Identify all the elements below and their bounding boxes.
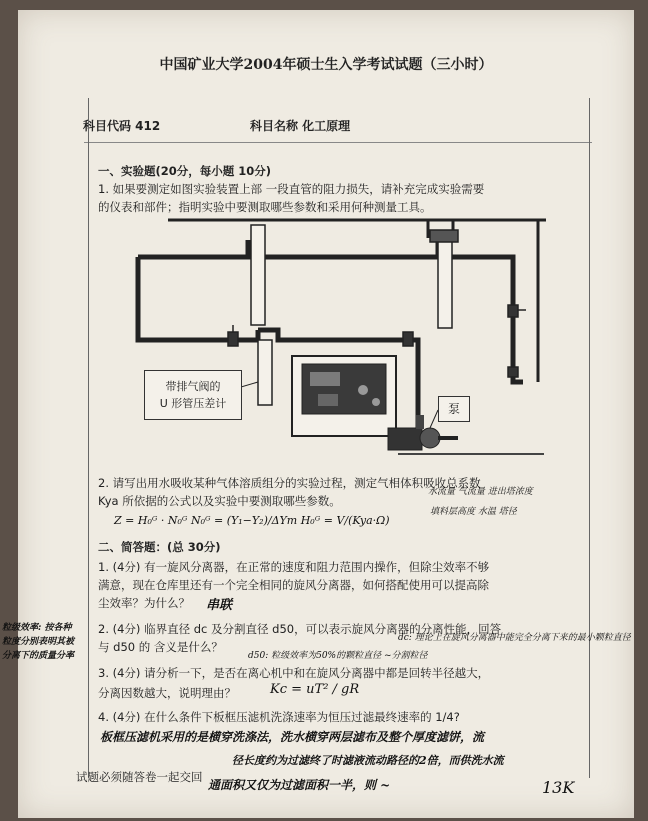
s2-q2-line1: 2. (4分) 临界直径 dc 及分割直径 d50，可以表示旋风分离器的分离性能，回答 [98,622,502,636]
title-university: 中国矿业大学 [159,57,244,73]
s2-q4-line1: 4. (4分) 在什么条件下板框压滤机洗涤速率为恒压过滤最终速率的 1/4? [98,710,460,724]
s2-q3-line2: 分离因数越大，说明理由？ [98,686,236,700]
s2-q1-line2: 满意，现在仓库里还有一个完全相同的旋风分离器，如何搭配使用可以提高除 [98,578,489,592]
s2-q1-line1: 1. (4分) 有一旋风分离器，在正常的速度和阻力范围内操作，但除尘效率不够 [98,560,490,574]
handwritten-dc-definition: dc: 理论上在旋风分离器中能完全分离下来的最小颗粒直径 [398,633,631,643]
subject-name: 科目名称 化工原理 [250,119,351,133]
subject-code: 科目代码 412 [83,119,161,133]
footer-note: 试题必须随答卷一起交回 [76,770,203,784]
handwritten-q4-answer1: 板框压滤机采用的是横穿洗涤法，洗水横穿两层滤布及整个厚度滤饼，流 [100,730,485,744]
handwritten-q3-formula: Kc = uT² / gR [270,682,360,697]
s1-q1-line2: 的仪表和部件；指明实验中要测取哪些参数和采用何种测量工具。 [98,200,432,214]
handwritten-q4-answer3: 通面积又仅为过滤面积一半，则 ~ [208,778,391,792]
pump-label: 泵 [438,396,470,422]
handwritten-q2-params1: 水流量 气流量 进出塔浓度 [428,487,533,497]
title-rest: 年硕士生入学考试试题（三小时） [282,57,493,73]
handwritten-d50-definition: d50: 粒级效率为50%的颗粒直径 ~分割粒径 [248,651,428,661]
s1-q1-line1: 1. 如果要测定如图实验装置上部 一段直管的阻力损失，请补充完成实验需要 [98,182,485,196]
u-tube-manometer-label [144,370,242,420]
exam-paper-page [2,10,634,818]
handwritten-margin-note2: 粒度分别表明其被 [2,637,75,647]
handwritten-q1-answer: 串联 [206,598,233,613]
title-year: 2004 [243,57,283,73]
handwritten-q2-formula: Z = H₀ᴳ · N₀ᴳ N₀ᴳ = (Y₁−Y₂)/ΔYm H₀ᴳ = V/(Kya·Ω) [114,514,390,527]
section2-heading: 二、简答题：(总 30分) [98,540,221,554]
instrument-cabinet [292,356,396,436]
handwritten-margin-note3: 分离下的质量分率 [2,651,75,661]
label-line1: 带排气阀的 [165,380,221,393]
handwritten-margin-note1: 粒级效率: 按各种 [2,623,72,633]
handwritten-q2-params2: 填料层高度 水温 塔径 [430,507,517,517]
handwritten-q4-answer2: 径长度约为过滤终了时滤液流动路径的2倍，而供洗水流 [232,754,504,767]
s2-q1-line3: 尘效率？为什么？ [98,596,190,610]
s2-q3-line1: 3. (4分) 请分析一下，是否在离心机中和在旋风分离器中都是回转半径越大， [98,666,490,680]
s1-q2-line1: 2. 请写出用水吸收某种气体溶质组分的实验过程，测定气相体积吸收总系数 [98,476,481,490]
s1-q2-line2: Kya 所依据的公式以及实验中要测取哪些参数。 [98,494,341,508]
s2-q2-line2: 与 d50 的 含义是什么？ [98,640,223,654]
handwritten-score-mark: 13K [542,778,575,797]
label-line2: U 形管压差计 [159,397,227,410]
section1-heading: 一、实验题(20分，每小题 10分) [98,164,272,178]
